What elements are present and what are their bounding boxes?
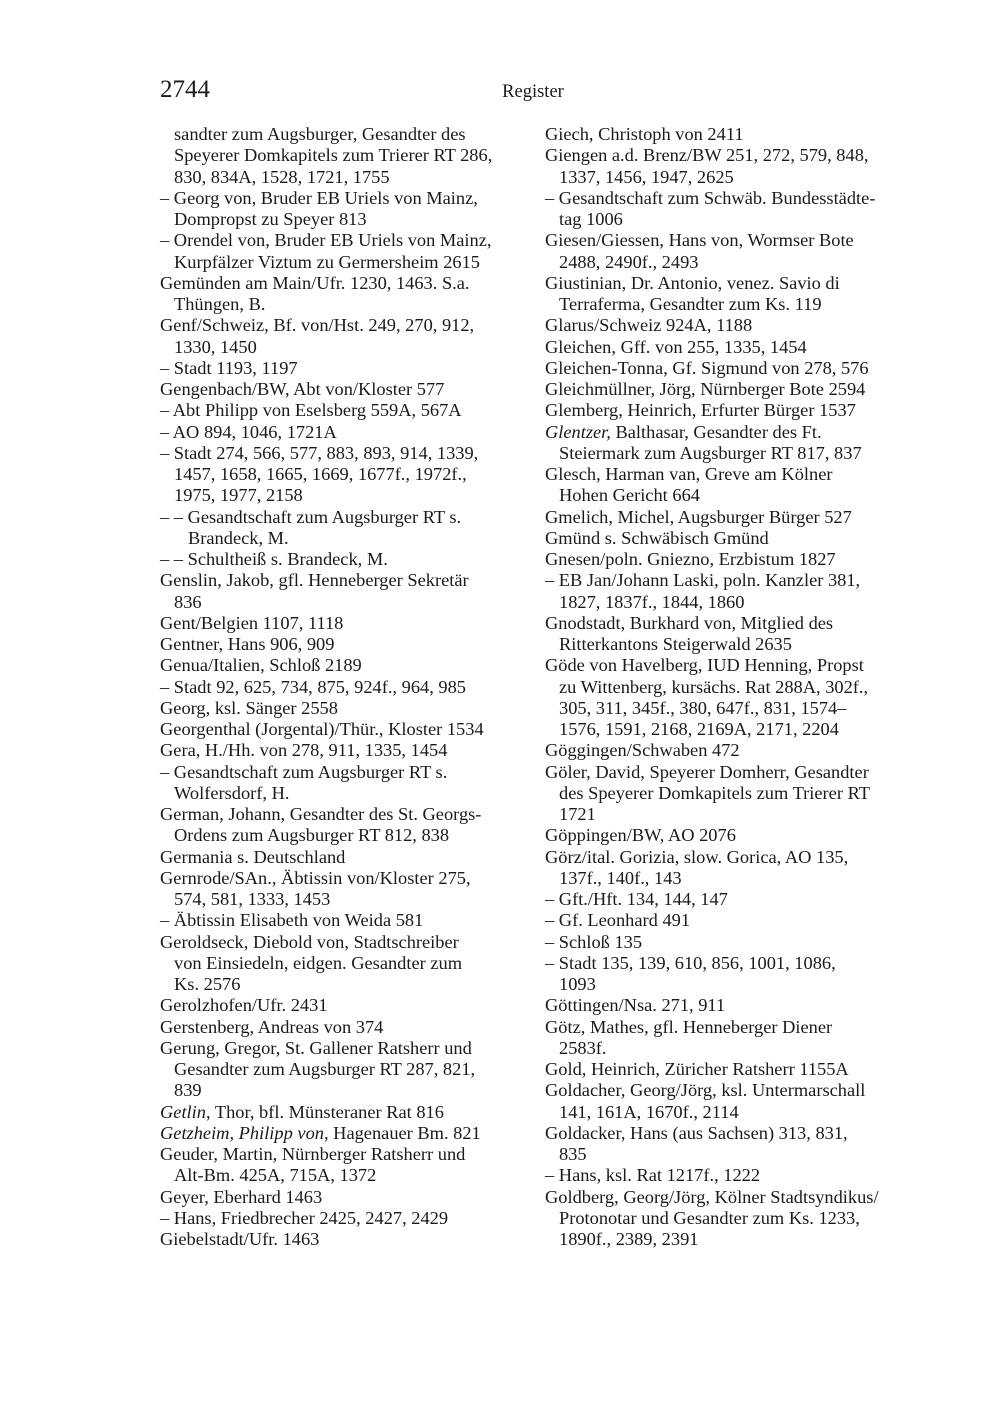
index-column-right (545, 124, 917, 1250)
entry-line: – Stadt 135, 139, 610, 856, 1001, 1086, (545, 952, 836, 973)
entry-line: 1576, 1591, 2168, 2169A, 2171, 2204 (559, 719, 839, 739)
entry-line: 1093 (559, 974, 596, 994)
entry-line: Dompropst zu Speyer 813 (174, 209, 367, 229)
entry-line: Ordens zum Augsburger RT 812, 838 (174, 825, 450, 846)
index-entry (545, 825, 917, 846)
entry-line: Georgenthal (Jorgental)/Thür., Kloster 1534 (160, 719, 484, 739)
entry-line: German, Johann, Gesandter des St. Georgs- (160, 804, 482, 824)
index-entry (160, 719, 532, 740)
index-entry (545, 358, 917, 379)
index-entry (545, 273, 917, 316)
index-entry (545, 613, 917, 656)
entry-line: Giebelstadt/Ufr. 1463 (160, 1229, 320, 1249)
index-entry (545, 145, 917, 188)
index-entry (160, 570, 532, 613)
entry-line: Gera, H./Hh. von 278, 911, 1335, 1454 (160, 740, 448, 761)
entry-line: 141, 161A, 1670f., 2114 (559, 1101, 739, 1122)
entry-line: Gmünd s. Schwäbisch Gmünd (545, 527, 769, 548)
entry-line: Germania s. Deutschland (160, 846, 346, 867)
entry-line: Giech, Christoph von 2411 (545, 124, 744, 144)
entry-line: 835 (559, 1144, 587, 1164)
index-entry (160, 379, 532, 400)
entry-line: Gentner, Hans 906, 909 (160, 634, 335, 654)
entry-line: Gent/Belgien 1107, 1118 (160, 612, 344, 633)
entry-line: Steiermark zum Augsburger RT 817, 837 (559, 442, 862, 463)
entry-line: – – Schultheiß s. Brandeck, M. (160, 549, 388, 569)
index-entry (160, 1017, 532, 1038)
index-entry (545, 188, 917, 231)
index-entry (160, 655, 532, 676)
entry-line: Glesch, Harman van, Greve am Kölner (545, 464, 833, 484)
entry-line: – EB Jan/Johann Laski, poln. Kanzler 381, (545, 570, 861, 591)
entry-line: 839 (174, 1080, 202, 1101)
entry-line: Gemünden am Main/Ufr. 1230, 1463. S.a. (160, 272, 470, 293)
entry-line: Gnesen/poln. Gniezno, Erzbistum 1827 (545, 549, 836, 569)
index-entry (160, 634, 532, 655)
index-entry (545, 124, 917, 145)
entry-line: – Äbtissin Elisabeth von Weida 581 (160, 910, 424, 931)
index-entry (545, 528, 917, 549)
entry-line: Geroldseck, Diebold von, Stadtschreiber (160, 931, 459, 952)
entry-line: Gmelich, Michel, Augsburger Bürger 527 (545, 506, 852, 527)
index-entry (160, 1144, 532, 1187)
index-entry (545, 315, 917, 336)
index-entry (160, 740, 532, 761)
index-entry (160, 273, 532, 316)
entry-line: Göde von Havelberg, IUD Henning, Propst (545, 655, 864, 676)
entry-line: , Thor, bfl. Münsteraner Rat 816 (205, 1101, 444, 1122)
entry-line: Glarus/Schweiz 924A, 1188 (545, 315, 753, 336)
entry-line: Gerstenberg, Andreas von 374 (160, 1016, 384, 1037)
entry-line: Gleichen, Gff. von 255, 1335, 1454 (545, 336, 807, 357)
entry-line: Gerolzhofen/Ufr. 2431 (160, 995, 328, 1016)
index-entry (160, 677, 532, 698)
entry-line: Protonotar und Gesandter zum Ks. 1233, (559, 1207, 860, 1228)
entry-line: Gleichen-Tonna, Gf. Sigmund von 278, 576 (545, 357, 869, 378)
entry-line: Giengen a.d. Brenz/BW 251, 272, 579, 848, (545, 145, 869, 166)
entry-line: – Gesandtschaft zum Schwäb. Bundesstädte- (545, 187, 876, 208)
index-entry (545, 422, 917, 465)
index-entry (545, 847, 917, 890)
entry-line: – Gft./Hft. 134, 144, 147 (545, 889, 728, 909)
entry-line: Brandeck, M. (188, 527, 289, 548)
entry-line: – Gf. Leonhard 491 (545, 910, 691, 931)
entry-line: 2583f. (559, 1037, 607, 1058)
index-entry (160, 1187, 532, 1208)
entry-line: 1827, 1837f., 1844, 1860 (559, 591, 745, 612)
index-entry (160, 1123, 532, 1144)
index-entry (545, 1165, 917, 1186)
entry-line: – AO 894, 1046, 1721A (160, 421, 337, 442)
entry-line: Gleichmüllner, Jörg, Nürnberger Bote 2594 (545, 379, 866, 399)
running-title: Register (502, 82, 564, 102)
entry-line: Görz/ital. Gorizia, slow. Gorica, AO 135, (545, 846, 849, 867)
index-entry (160, 315, 532, 358)
index-entry (545, 1017, 917, 1060)
entry-line: 1975, 1977, 2158 (174, 485, 303, 506)
entry-line: Goldacher, Georg/Jörg, ksl. Untermarschall (545, 1080, 866, 1101)
index-entry (545, 570, 917, 613)
entry-line: 1337, 1456, 1947, 2625 (559, 166, 734, 187)
entry-line: Göler, David, Speyerer Domherr, Gesandter (545, 761, 869, 782)
index-entry (160, 507, 532, 550)
index-entry (160, 1208, 532, 1229)
entry-line: Göppingen/BW, AO 2076 (545, 825, 736, 846)
index-entry (160, 188, 532, 231)
entry-line: des Speyerer Domkapitels zum Trierer RT (559, 782, 870, 803)
index-entry (545, 337, 917, 358)
index-entry (160, 124, 532, 188)
index-entry (160, 932, 532, 996)
entry-line: 1330, 1450 (174, 336, 257, 357)
index-entry (160, 230, 532, 273)
entry-line: Geuder, Martin, Nürnberger Ratsherr und (160, 1144, 466, 1164)
entry-line: – Georg von, Bruder EB Uriels von Mainz, (160, 187, 478, 208)
index-entry (160, 804, 532, 847)
entry-italic-lead: Getzheim, Philipp von (160, 1122, 324, 1143)
entry-line: Gnodstadt, Burkhard von, Mitglied des (545, 612, 834, 633)
entry-line: Göttingen/Nsa. 271, 911 (545, 995, 726, 1016)
index-entry (160, 698, 532, 719)
entry-line: Speyerer Domkapitels zum Trierer RT 286, (174, 145, 493, 166)
entry-line: – Hans, ksl. Rat 1217f., 1222 (545, 1165, 761, 1186)
entry-line: Gerung, Gregor, St. Gallener Ratsherr und (160, 1037, 472, 1058)
entry-line: Ritterkantons Steigerwald 2635 (559, 634, 792, 654)
entry-line: – Orendel von, Bruder EB Uriels von Mainz, (160, 230, 492, 251)
entry-line: Gernrode/SAn., Äbtissin von/Kloster 275, (160, 867, 471, 888)
entry-line: 305, 311, 345f., 380, 647f., 831, 1574– (559, 697, 847, 718)
index-entry (545, 400, 917, 421)
entry-line: 137f., 140f., 143 (559, 867, 682, 888)
entry-line: – Stadt 274, 566, 577, 883, 893, 914, 1339, (160, 442, 479, 463)
index-entry (545, 549, 917, 570)
entry-line: Ks. 2576 (174, 974, 241, 994)
index-entry (160, 762, 532, 805)
index-entry (545, 1080, 917, 1123)
index-column-left (160, 124, 532, 1250)
entry-line: Thüngen, B. (174, 294, 266, 314)
entry-line: – Hans, Friedbrecher 2425, 2427, 2429 (160, 1207, 449, 1228)
entry-line: 1721 (559, 804, 596, 824)
index-entry (160, 995, 532, 1016)
entry-line: Geyer, Eberhard 1463 (160, 1186, 323, 1207)
entry-line: Gengenbach/BW, Abt von/Kloster 577 (160, 379, 445, 399)
index-entry (545, 655, 917, 740)
index-entry (160, 549, 532, 570)
entry-line: Wolfersdorf, H. (174, 782, 290, 803)
entry-line: – – Gesandtschaft zum Augsburger RT s. (160, 506, 462, 527)
entry-line: 1457, 1658, 1665, 1669, 1677f., 1972f., (174, 464, 467, 484)
entry-line: Georg, ksl. Sänger 2558 (160, 697, 338, 718)
entry-line: – Stadt 1193, 1197 (160, 357, 298, 378)
entry-line: Alt-Bm. 425A, 715A, 1372 (174, 1165, 377, 1186)
entry-line: – Stadt 92, 625, 734, 875, 924f., 964, 985 (160, 676, 466, 697)
index-entry (545, 953, 917, 996)
index-entry (545, 1187, 917, 1251)
index-entry (160, 443, 532, 507)
entry-line: Kurpfälzer Viztum zu Germersheim 2615 (174, 251, 480, 272)
entry-line: Terraferma, Gesandter zum Ks. 119 (559, 294, 822, 314)
index-entry (160, 868, 532, 911)
entry-line: Goldacker, Hans (aus Sachsen) 313, 831, (545, 1122, 848, 1143)
index-entry (160, 910, 532, 931)
entry-italic-lead: Getlin (160, 1101, 206, 1122)
index-entry (160, 1102, 532, 1123)
index-entry (545, 889, 917, 910)
entry-line: Gesandter zum Augsburger RT 287, 821, (174, 1059, 476, 1079)
index-entry (160, 1038, 532, 1102)
entry-line: von Einsiedeln, eidgen. Gesandter zum (174, 952, 463, 973)
entry-line: 830, 834A, 1528, 1721, 1755 (174, 166, 390, 187)
entry-line: – Gesandtschaft zum Augsburger RT s. (160, 761, 448, 782)
index-entry (545, 932, 917, 953)
entry-line: Giesen/Giessen, Hans von, Wormser Bote (545, 230, 854, 251)
index-entry (545, 1123, 917, 1166)
entry-line: – Abt Philipp von Eselsberg 559A, 567A (160, 400, 462, 421)
index-entry (160, 1229, 532, 1250)
entry-line: Gold, Heinrich, Züricher Ratsherr 1155A (545, 1059, 849, 1079)
entry-line: 836 (174, 591, 202, 612)
entry-line: , Hagenauer Bm. 821 (323, 1122, 481, 1143)
index-entry (160, 847, 532, 868)
entry-line: tag 1006 (559, 209, 623, 229)
index-entry (545, 910, 917, 931)
entry-line: – Schloß 135 (545, 931, 643, 952)
index-entry (545, 507, 917, 528)
index-entry (545, 464, 917, 507)
entry-italic-lead: Glentzer, (545, 421, 611, 442)
index-entry (545, 762, 917, 826)
entry-line: 1890f., 2389, 2391 (559, 1229, 699, 1249)
entry-line: Genf/Schweiz, Bf. von/Hst. 249, 270, 912, (160, 315, 475, 336)
index-entry (545, 740, 917, 761)
entry-line: Glemberg, Heinrich, Erfurter Bürger 1537 (545, 400, 856, 421)
index-entry (545, 379, 917, 400)
entry-line: Genslin, Jakob, gfl. Henneberger Sekretär (160, 570, 469, 591)
entry-line: Götz, Mathes, gfl. Henneberger Diener (545, 1016, 833, 1037)
index-entry (160, 613, 532, 634)
entry-line: Hohen Gericht 664 (559, 485, 700, 506)
index-entry (545, 1059, 917, 1080)
index-entry (545, 230, 917, 273)
entry-line: Balthasar, Gesandter des Ft. (610, 421, 822, 442)
entry-line: Genua/Italien, Schloß 2189 (160, 655, 362, 676)
page-number: 2744 (160, 76, 210, 103)
entry-line: Goldberg, Georg/Jörg, Kölner Stadtsyndikus/ (545, 1186, 879, 1207)
index-entry (160, 358, 532, 379)
index-entry (545, 995, 917, 1016)
entry-line: sandter zum Augsburger, Gesandter des (174, 124, 466, 144)
entry-line: zu Wittenberg, kursächs. Rat 288A, 302f., (559, 676, 869, 697)
index-entry (160, 400, 532, 421)
entry-line: 2488, 2490f., 2493 (559, 251, 699, 272)
entry-line: Giustinian, Dr. Antonio, venez. Savio di (545, 272, 840, 293)
index-entry (160, 422, 532, 443)
entry-line: 574, 581, 1333, 1453 (174, 889, 331, 909)
entry-line: Gögg​ingen/Schwaben 472 (545, 740, 740, 761)
